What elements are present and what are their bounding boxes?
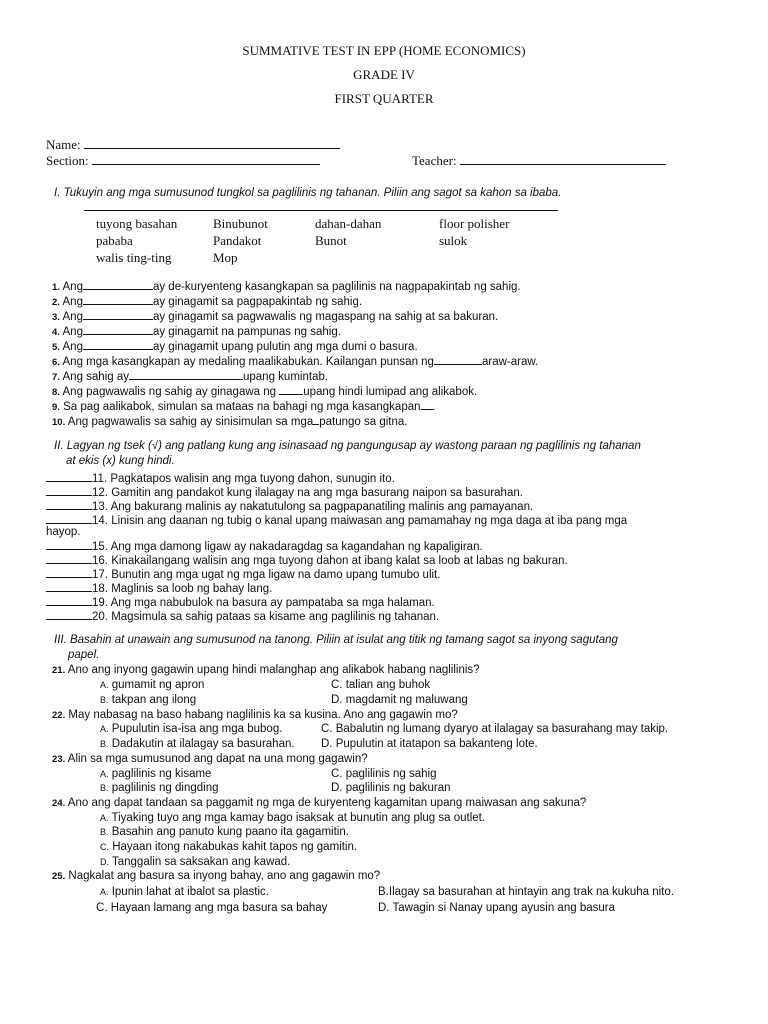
answer-blank (46, 566, 92, 578)
answer-blank (129, 368, 243, 380)
option-c: C. paglilinis ng sahig (331, 768, 437, 780)
option-b: B. Dadakutin at ilalagay sa basurahan. (100, 738, 295, 750)
option-b: B. paglilinis ng dingding (100, 782, 219, 794)
list-item: 19. Ang mga nabubulok na basura ay pampataba sa mga halaman. (46, 594, 435, 609)
answer-blank (46, 470, 92, 482)
list-item: 6. Ang mga kasangkapan ay medaling maalikabukan. Kailangan punsan ng araw-araw. (52, 353, 538, 368)
list-item: 4. Ang ay ginagamit na pampunas ng sahig. (52, 323, 341, 338)
option-d: D. paglilinis ng bakuran (331, 782, 451, 794)
list-item: 17. Bunutin ang mga ugat ng mga ligaw na damo upang tumubo ulit. (46, 566, 440, 581)
quarter-label: FIRST QUARTER (334, 91, 434, 106)
answer-blank (46, 538, 92, 550)
option-c: C. Hayaan lamang ang mga basura sa bahay (96, 902, 328, 914)
list-item: 3. Ang ay ginagamit sa pagwawalis ng magaspang na sahig at sa bakuran. (52, 308, 498, 323)
list-item: 7. Ang sahig ay upang kumintab. (52, 368, 328, 383)
answer-blank (83, 308, 153, 320)
answer-blank (46, 498, 92, 510)
question-22: 22. May nabasag na baso habang naglilinis ka sa kusina. Ano ang gagawin mo? (52, 709, 458, 721)
part2-instruction: II. Lagyan ng tsek (√) ang patlang kung ang isinasaad ng pangungusap ay wastong paraan ng paglilinis ng tahanan (54, 440, 641, 452)
option-a: A. Ipunin lahat at ibalot sa plastic. (100, 886, 269, 898)
list-item: 10. Ang pagwawalis sa sahig ay sinisimulan sa mga patungo sa gitna. (52, 413, 408, 428)
option-d: D. magdamit ng maluwang (331, 694, 468, 706)
word-box-item: dahan-dahan (315, 216, 382, 231)
part1-instruction: I. Tukuyin ang mga sumusunod tungkol sa paglilinis ng tahanan. Piliin ang sagot sa kahon sa ibaba. (54, 187, 562, 199)
question-23: 23. Alin sa mga sumusunod ang dapat na una mong gagawin? (52, 753, 368, 765)
teacher-blank (460, 152, 666, 165)
name-blank (84, 136, 340, 149)
part3-instruction: III. Basahin at unawain ang sumusunod na tanong. Piliin at isulat ang titik ng tamang sagot sa inyong sagutang (54, 634, 618, 646)
question-25: 25. Nagkalat ang basura sa inyong bahay, ano ang gagawin mo? (52, 870, 381, 882)
part2-instruction-cont: at ekis (x) kung hindi. (66, 455, 175, 467)
name-label: Name: (46, 137, 81, 152)
word-box-item: sulok (439, 233, 468, 248)
list-item: 9. Sa pag aalikabok, simulan sa mataas na bahagi ng mga kasangkapan . (52, 398, 436, 413)
name-field (46, 136, 340, 153)
answer-blank (83, 278, 153, 290)
option-b: B. Basahin ang panuto kung paano ita gagamitin. (100, 826, 349, 838)
option-d: D. Tanggalin sa saksakan ang kawad. (100, 856, 291, 868)
section-blank (92, 152, 320, 165)
list-item: 8. Ang pagwawalis ng sahig ay ginagawa ng upang hindi lumipad ang alikabok. (52, 383, 477, 398)
list-item: 12. Gamitin ang pandakot kung ilalagay na ang mga basurang naipon sa basurahan. (46, 484, 523, 499)
question-24: 24. Ano ang dapat tandaan sa paggamit ng mga de kuryenteng kagamitan upang maiwasan ang sakuna? (52, 797, 587, 809)
list-item: hayop. (46, 526, 81, 538)
answer-blank (46, 594, 92, 606)
list-item: 20. Magsimula sa sahig pataas sa kisame ang paglilinis ng tahanan. (46, 608, 439, 623)
section-label: Section: (46, 153, 89, 168)
answer-blank (46, 580, 92, 592)
word-box-item: Binubunot (213, 216, 268, 231)
answer-blank (46, 512, 92, 524)
answer-blank (83, 338, 153, 350)
part3-instruction-cont: papel. (68, 649, 100, 661)
question-21: 21. Ano ang inyong gagawin upang hindi malanghap ang alikabok habang naglilinis? (52, 664, 480, 676)
answer-blank (83, 293, 153, 305)
word-box-item: Mop (213, 250, 238, 265)
list-item: 14. Linisin ang daanan ng tubig o kanal upang maiwasan ang pamamahay ng mga daga at iba pang mga (46, 512, 627, 527)
option-a: A. Pupulutin isa-isa ang mga bubog. (100, 723, 283, 735)
word-box-item: Pandakot (213, 233, 262, 248)
option-a: A. paglilinis ng kisame (100, 768, 212, 780)
option-c: C. Hayaan itong nakabukas kahit tapos ng gamitin. (100, 841, 358, 853)
list-item: 15. Ang mga damong ligaw ay nakadaragdag sa kagandahan ng kapaligiran. (46, 538, 483, 553)
answer-blank (46, 552, 92, 564)
section-field (46, 152, 320, 169)
grade-label: GRADE IV (353, 67, 415, 82)
option-a: A. gumamit ng apron (100, 679, 205, 691)
test-title: SUMMATIVE TEST IN EPP (HOME ECONOMICS) (242, 43, 526, 58)
word-box-item: walis ting-ting (96, 250, 172, 265)
word-box-item: pababa (96, 233, 133, 248)
teacher-label: Teacher: (412, 153, 457, 168)
word-box-item: Bunot (315, 233, 347, 248)
answer-blank (421, 398, 433, 410)
word-box (84, 210, 558, 269)
list-item: 1. Ang ay de-kuryenteng kasangkapan sa paglilinis na nagpapakintab ng sahig. (52, 278, 521, 293)
answer-blank (46, 484, 92, 496)
answer-blank (279, 383, 303, 395)
answer-blank (434, 353, 482, 365)
option-d: D. Tawagin si Nanay upang ayusin ang basura (378, 902, 615, 914)
option-b: B.Ilagay sa basurahan at hintayin ang trak na kukuha nito. (378, 886, 675, 898)
word-box-item: floor polisher (439, 216, 510, 231)
option-a: A. Tiyaking tuyo ang mga kamay bago isaksak at bunutin ang plug sa outlet. (100, 812, 486, 824)
list-item: 5. Ang ay ginagamit upang pulutin ang mga dumi o basura. (52, 338, 418, 353)
teacher-field (412, 152, 666, 169)
option-c: C. talian ang buhok (331, 679, 431, 691)
list-item: 16. Kinakailangang walisin ang mga tuyong dahon at ibang kalat sa loob at labas ng bakuran. (46, 552, 568, 567)
list-item: 18. Maglinis sa loob ng bahay lang. (46, 580, 272, 595)
list-item: 13. Ang bakurang malinis ay nakatutulong sa pagpapanatiling malinis ang pamayanan. (46, 498, 533, 513)
list-item: 11. Pagkatapos walisin ang mga tuyong dahon, sunugin ito. (46, 470, 395, 485)
answer-blank (46, 608, 92, 620)
answer-blank (83, 323, 153, 335)
list-item: 2. Ang ay ginagamit sa pagpapakintab ng sahig. (52, 293, 362, 308)
word-box-item: tuyong basahan (96, 216, 178, 231)
option-c: C. Babalutin ng lumang dyaryo at ilalagay sa basurahang may takip. (321, 723, 669, 735)
option-d: D. Pupulutin at itatapon sa bakanteng lote. (321, 738, 538, 750)
option-b: B. takpan ang ilong (100, 694, 197, 706)
